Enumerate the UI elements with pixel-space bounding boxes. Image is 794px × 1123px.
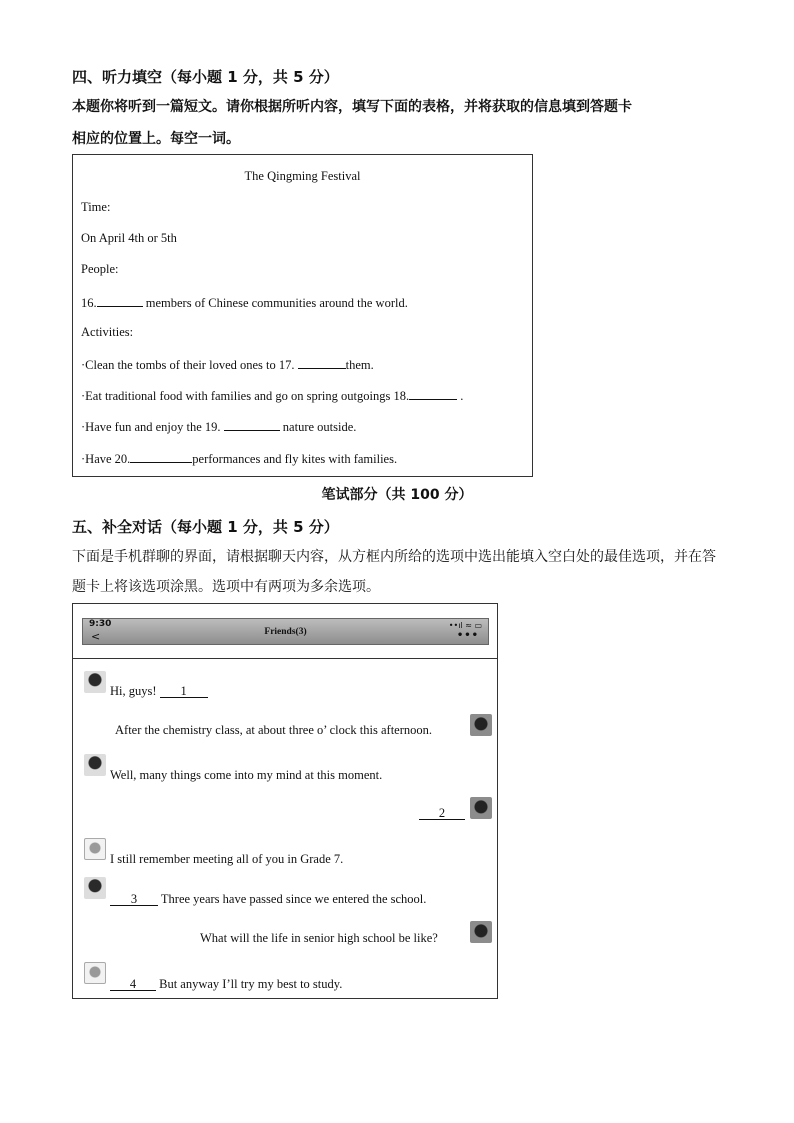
written-part-title: 笔试部分（共 100 分） — [321, 487, 473, 503]
avatar-right-icon — [470, 921, 492, 943]
chat-message-7: What will the life in senior high school be like? — [200, 931, 438, 945]
q16-number: 16. — [81, 296, 97, 310]
table-title: The Qingming Festival — [244, 169, 361, 183]
chat-message-2: After the chemistry class, at about three o’ clock this afternoon. — [115, 723, 433, 737]
chat-message-3: Well, many things come into my mind at this moment. — [110, 768, 383, 782]
chat-header-bar — [82, 618, 489, 645]
blank-4: 4 — [110, 978, 156, 991]
activities-label: Activities: — [81, 325, 134, 339]
avatar-dark-icon — [84, 754, 106, 776]
section5-instruction-line1: 下面是手机群聊的界面，请根据聊天内容，从方框内所给的选项中选出能填入空白处的最佳选项，并在答 — [72, 549, 716, 565]
people-label: People: — [81, 262, 119, 276]
blank-2: 2 — [419, 807, 465, 820]
q18-after: . — [457, 389, 464, 403]
signal-battery-icon: ••ıl ≈ ▭ — [448, 621, 482, 630]
blank-1: 1 — [160, 685, 208, 698]
q19-after: nature outside. — [279, 420, 357, 434]
q16-blank — [97, 294, 143, 307]
q16-text: members of Chinese communities around the world. — [142, 296, 408, 310]
chat-message-6 — [110, 892, 426, 907]
chat-screenshot — [72, 603, 498, 999]
section4-instruction-line1: 本题你将听到一篇短文。请你根据所听内容，填写下面的表格，并将获取的信息填到答题卡 — [72, 99, 632, 115]
back-arrow-icon: < — [91, 630, 101, 643]
listening-table — [72, 154, 533, 477]
message-1-text: Hi, guys! — [110, 684, 160, 698]
section5-heading: 五、补全对话（每小题 1 分，共 5 分） — [72, 518, 339, 536]
q17-line — [81, 356, 374, 373]
avatar-dark-icon — [84, 877, 106, 899]
avatar-dark-icon — [84, 671, 106, 693]
message-6-text: Three years have passed since we entered the school. — [158, 892, 427, 906]
q18-text: ·Eat traditional food with families and go on spring outgoings 18. — [81, 389, 410, 403]
q17-after: them. — [345, 358, 374, 372]
q17-text: ·Clean the tombs of their loved ones to 17. — [81, 358, 298, 372]
q20-text: ·Have 20. — [81, 452, 131, 466]
chat-title: Friends(3) — [264, 627, 307, 637]
chat-message-1 — [110, 684, 208, 699]
q16-line — [81, 294, 408, 311]
clock-time: 9:30 — [89, 619, 112, 629]
q19-blank — [224, 418, 280, 431]
section5-instruction-line2: 题卡上将该选项涂黑。选项中有两项为多余选项。 — [72, 579, 380, 595]
q20-after: performances and fly kites with families. — [192, 452, 398, 466]
avatar-right-icon — [470, 714, 492, 736]
avatar-light-icon — [84, 962, 106, 984]
q19-text: ·Have fun and enjoy the 19. — [81, 420, 224, 434]
time-value: On April 4th or 5th — [81, 231, 177, 245]
chat-message-5: I still remember meeting all of you in Grade 7. — [110, 852, 344, 866]
chat-message-4 — [419, 806, 465, 821]
section4-instruction-line2: 相应的位置上。每空一词。 — [72, 131, 240, 147]
header-divider — [73, 658, 497, 659]
blank-3: 3 — [110, 893, 158, 906]
chat-message-8 — [110, 977, 342, 992]
avatar-light-icon — [84, 838, 106, 860]
more-options-icon: ••• — [456, 630, 479, 641]
q19-line — [81, 418, 356, 435]
q18-line — [81, 387, 463, 404]
q20-blank — [130, 450, 192, 463]
message-8-text: But anyway I’ll try my best to study. — [156, 977, 343, 991]
section4-heading: 四、听力填空（每小题 1 分，共 5 分） — [72, 68, 339, 86]
avatar-right-icon — [470, 797, 492, 819]
q20-line — [81, 450, 397, 467]
q17-blank — [298, 356, 346, 369]
time-label: Time: — [81, 200, 111, 214]
q18-blank — [409, 387, 457, 400]
